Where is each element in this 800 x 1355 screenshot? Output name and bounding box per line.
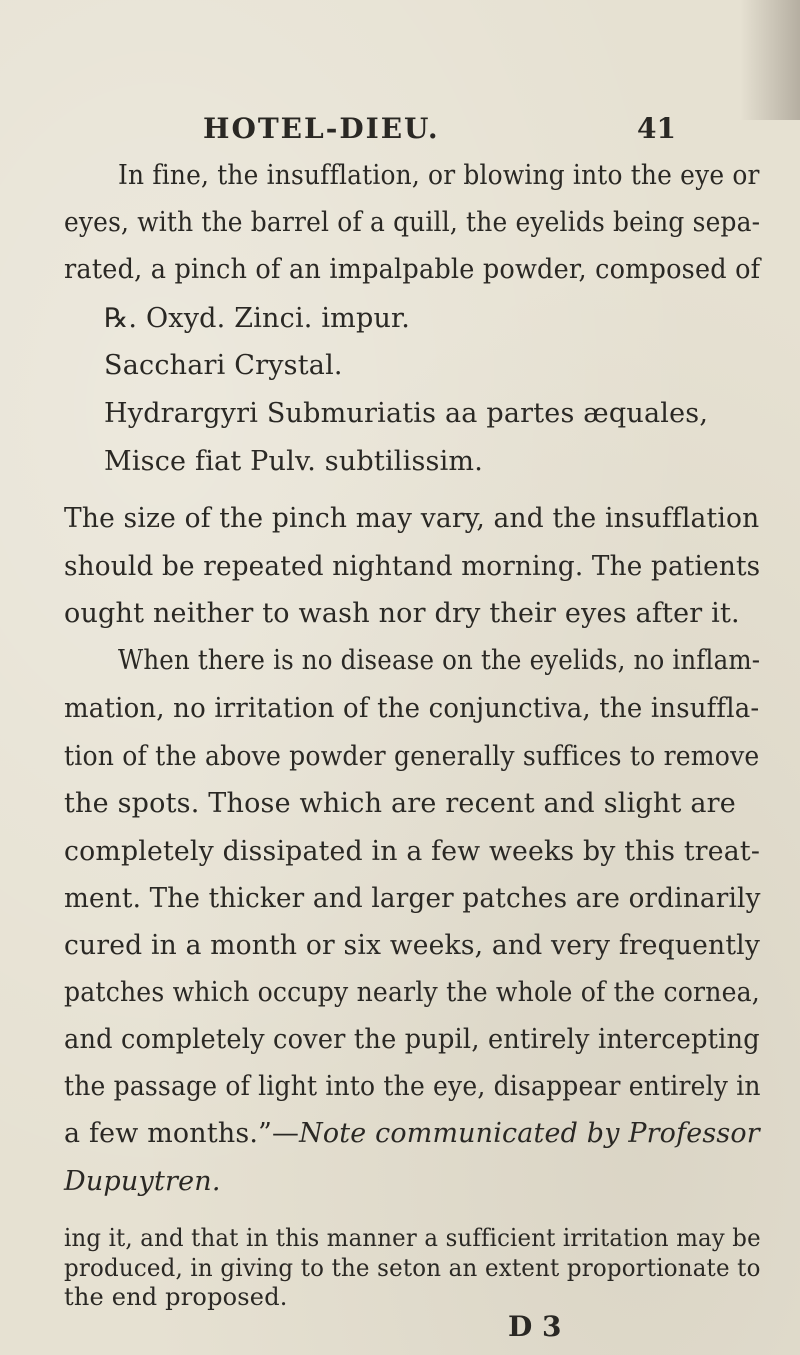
text-line: ought neither to wash nor dry their eyes after it.: [64, 598, 740, 629]
text-line: cured in a month or six weeks, and very frequently: [64, 930, 761, 961]
prescription-line: Sacchari Crystal.: [104, 350, 343, 381]
running-head: HOTEL-DIEU.: [203, 112, 440, 145]
footnote-line: produced, in giving to the seton an extent proportionate to: [64, 1254, 761, 1282]
prescription-line: ℞. Oxyd. Zinci. impur.: [104, 303, 410, 334]
footnote-line: the end proposed.: [64, 1283, 288, 1311]
text-line: When there is no disease on the eyelids, no inflam-: [118, 645, 761, 676]
page-number: 41: [637, 112, 676, 145]
quote-author: Dupuytren.: [64, 1166, 221, 1197]
page-edge-shadow: [740, 0, 800, 120]
text-line: completely dissipated in a few weeks by this treat-: [64, 836, 761, 867]
text-line: the passage of light into the eye, disappear entirely in: [64, 1071, 761, 1102]
footnote-line: ing it, and that in this manner a sufficient irritation may be: [64, 1224, 761, 1252]
text-line: rated, a pinch of an impalpable powder, composed of: [64, 254, 761, 285]
text-line: mation, no irritation of the conjunctiva, the insuffla-: [64, 693, 760, 724]
text-line: and completely cover the pupil, entirely intercepting: [64, 1024, 760, 1055]
quote-close: a few months.”—: [64, 1118, 300, 1149]
signature-mark: D 3: [508, 1310, 562, 1343]
text-line: tion of the above powder generally suffices to remove: [64, 741, 760, 772]
prescription-line: Misce fiat Pulv. subtilissim.: [104, 446, 484, 477]
prescription-line: Hydrargyri Submuriatis aa partes æquales,: [104, 398, 709, 429]
text-line: should be repeated nightand morning. The patients: [64, 551, 761, 582]
text-line: ment. The thicker and larger patches are ordinarily: [64, 883, 761, 914]
text-line: patches which occupy nearly the whole of the cornea,: [64, 977, 760, 1008]
text-line: In fine, the insufflation, or blowing into the eye or: [118, 160, 760, 191]
text-line: eyes, with the barrel of a quill, the eyelids being sepa-: [64, 207, 761, 238]
quote-attribution-line: [64, 1118, 760, 1150]
attribution-text: Note communicated by Professor: [299, 1118, 760, 1149]
text-line: the spots. Those which are recent and slight are: [64, 788, 736, 819]
page-header: [0, 112, 800, 152]
text-line: The size of the pinch may vary, and the insufflation: [64, 503, 760, 534]
